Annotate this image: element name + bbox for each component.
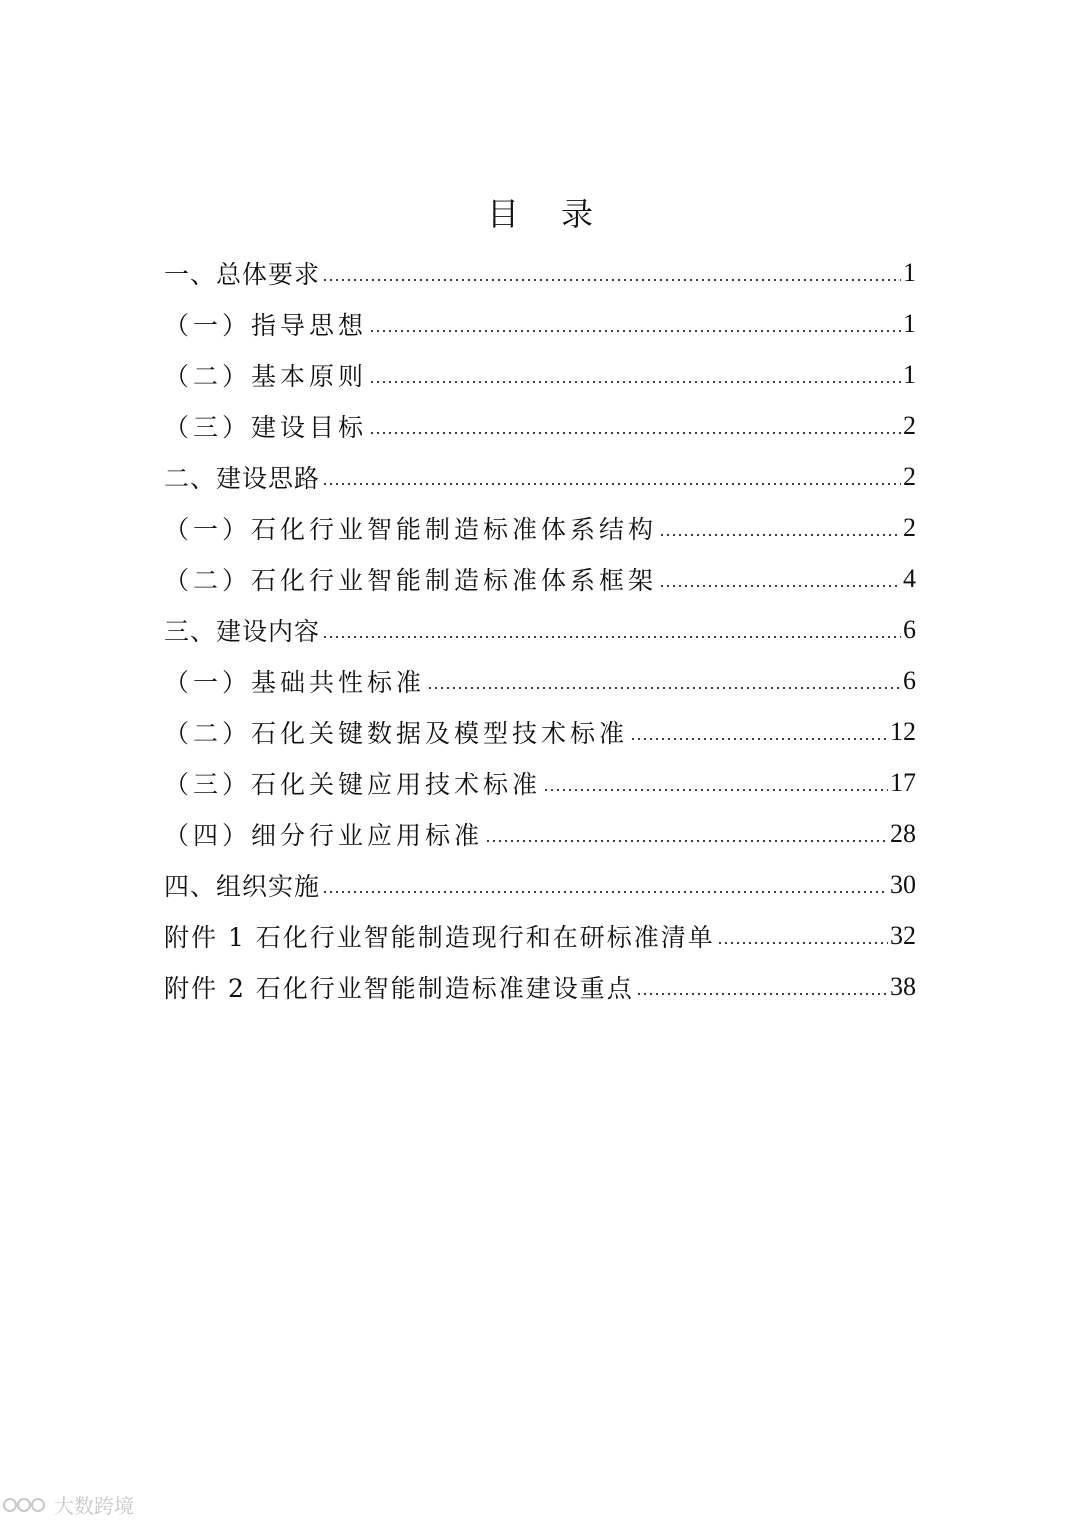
watermark-text: 大数跨境 xyxy=(54,1494,134,1518)
toc-entry-label: （四）细分行业应用标准 xyxy=(164,820,484,850)
toc-entry[interactable] xyxy=(164,757,916,808)
toc-dot-leader xyxy=(369,381,901,383)
toc-page-number: 2 xyxy=(903,461,916,491)
toc-entry-label: （三）石化关键应用技术标准 xyxy=(164,769,542,799)
toc-page-number: 1 xyxy=(903,359,916,389)
toc-dot-leader xyxy=(322,891,888,893)
toc-entry-label: （二）石化行业智能制造标准体系框架 xyxy=(164,565,658,595)
toc-entry[interactable] xyxy=(164,349,916,400)
toc-page-number: 6 xyxy=(903,614,916,644)
toc-entry-label: 四、组织实施 xyxy=(164,871,321,901)
title-char-2: 录 xyxy=(561,195,594,234)
toc-page-number: 30 xyxy=(890,869,916,899)
toc-dot-leader xyxy=(659,585,901,587)
toc-page-number: 1 xyxy=(903,257,916,287)
toc-dot-leader xyxy=(485,840,888,842)
toc-entry[interactable] xyxy=(164,859,916,910)
toc-entry[interactable] xyxy=(164,961,916,1012)
toc-entry[interactable] xyxy=(164,247,916,298)
toc-entry[interactable] xyxy=(164,298,916,349)
toc-entry-label: 一、总体要求 xyxy=(164,259,321,289)
toc-page-number: 38 xyxy=(890,971,916,1001)
toc-entry[interactable] xyxy=(164,655,916,706)
toc-entry[interactable] xyxy=(164,604,916,655)
toc-entry-label: 三、建设内容 xyxy=(164,616,321,646)
toc-entry[interactable] xyxy=(164,400,916,451)
toc-dot-leader xyxy=(659,534,901,536)
toc-dot-leader xyxy=(322,279,901,281)
toc-page-number: 2 xyxy=(903,410,916,440)
toc-dot-leader xyxy=(322,483,901,485)
watermark-logo-icon xyxy=(2,1494,50,1516)
toc-page-number: 4 xyxy=(903,563,916,593)
toc-entry[interactable] xyxy=(164,910,916,961)
toc-entry[interactable] xyxy=(164,502,916,553)
toc-entry[interactable] xyxy=(164,808,916,859)
toc-page-number: 1 xyxy=(903,308,916,338)
toc-entry-label: （一）指导思想 xyxy=(164,310,368,340)
toc-page-number: 12 xyxy=(890,716,916,746)
table-of-contents xyxy=(164,247,916,1012)
toc-entry-label: 附件 2 石化行业智能制造标准建设重点 xyxy=(164,973,634,1003)
toc-dot-leader xyxy=(543,789,888,791)
toc-entry[interactable] xyxy=(164,451,916,502)
toc-entry-label: 二、建设思路 xyxy=(164,463,321,493)
toc-page-number: 17 xyxy=(890,767,916,797)
toc-dot-leader xyxy=(717,942,888,944)
toc-dot-leader xyxy=(322,636,901,638)
toc-entry-label: 附件 1 石化行业智能制造现行和在研标准清单 xyxy=(164,922,715,952)
toc-page-number: 32 xyxy=(890,920,916,950)
toc-dot-leader xyxy=(636,993,888,995)
toc-page-number: 28 xyxy=(890,818,916,848)
toc-dot-leader xyxy=(369,330,901,332)
title-char-1: 目 xyxy=(486,195,519,234)
watermark xyxy=(2,1490,134,1519)
toc-dot-leader xyxy=(630,738,888,740)
toc-entry-label: （二）基本原则 xyxy=(164,361,368,391)
toc-page-number: 6 xyxy=(903,665,916,695)
page-title xyxy=(0,189,1080,235)
toc-entry-label: （一）石化行业智能制造标准体系结构 xyxy=(164,514,658,544)
toc-entry-label: （二）石化关键数据及模型技术标准 xyxy=(164,718,629,748)
toc-entry-label: （三）建设目标 xyxy=(164,412,368,442)
toc-entry[interactable] xyxy=(164,553,916,604)
toc-dot-leader xyxy=(427,687,901,689)
toc-entry-label: （一）基础共性标准 xyxy=(164,667,426,697)
toc-entry[interactable] xyxy=(164,706,916,757)
toc-page-number: 2 xyxy=(903,512,916,542)
toc-dot-leader xyxy=(369,432,901,434)
